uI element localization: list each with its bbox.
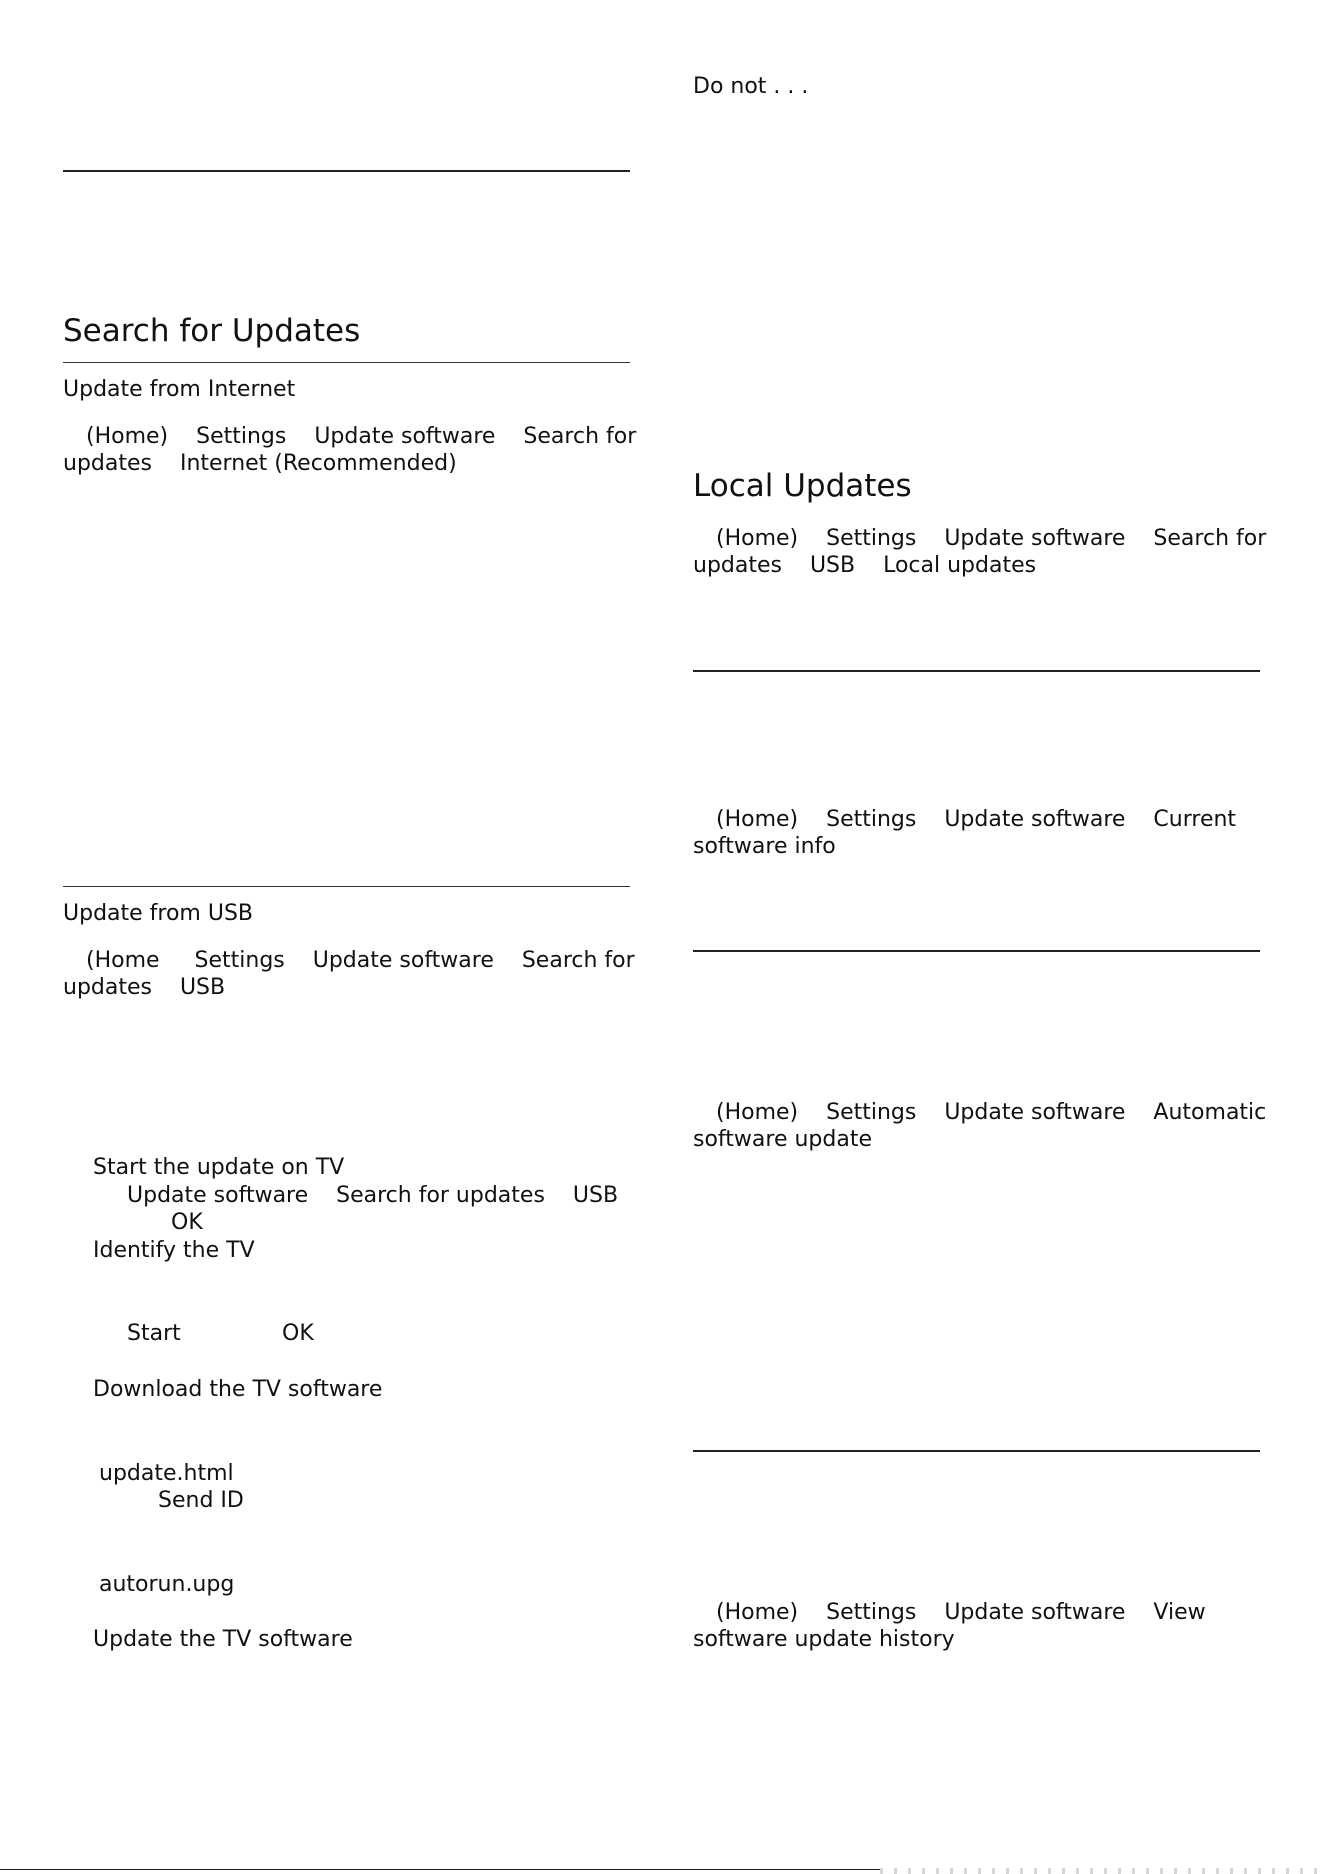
- info-menu-path-line1: (Home) Settings Update software Current: [716, 807, 1237, 832]
- local-updates-heading: Local Updates: [693, 468, 912, 504]
- internet-menu-path-line1: (Home) Settings Update software Search for: [86, 424, 637, 449]
- file-update-html: update.html: [99, 1461, 234, 1486]
- section-divider: [63, 170, 630, 172]
- history-menu-path-line1: (Home) Settings Update software View: [716, 1600, 1206, 1625]
- section-divider: [693, 1450, 1260, 1452]
- section-divider: [693, 670, 1260, 672]
- step-start-update-title: Start the update on TV: [93, 1155, 345, 1180]
- usb-menu-path-line1: (Home Settings Update software Search for: [86, 948, 635, 973]
- info-menu-path-line2: software info: [693, 834, 836, 859]
- usb-update-label: Update from USB: [63, 901, 254, 926]
- section-divider: [63, 886, 630, 887]
- step-start-update-path: Update software Search for updates USB: [127, 1183, 619, 1208]
- internet-menu-path-line2: updates Internet (Recommended): [63, 451, 457, 476]
- history-menu-path-line2: software update history: [693, 1627, 955, 1652]
- section-divider: [693, 950, 1260, 952]
- usb-menu-path-line2: updates USB: [63, 975, 226, 1000]
- step-identify-ok: OK: [282, 1321, 314, 1346]
- send-id-label: Send ID: [158, 1488, 244, 1513]
- step-start-update-ok: OK: [171, 1210, 203, 1235]
- page-footer-artifact: [880, 1868, 1324, 1874]
- heading-underline: [63, 362, 630, 363]
- step-identify-tv-title: Identify the TV: [93, 1238, 255, 1263]
- page-footer-rule: [0, 1869, 880, 1870]
- local-menu-path-line1: (Home) Settings Update software Search for: [716, 526, 1267, 551]
- auto-menu-path-line1: (Home) Settings Update software Automatic: [716, 1100, 1267, 1125]
- step-identify-start: Start: [127, 1321, 181, 1346]
- local-menu-path-line2: updates USB Local updates: [693, 553, 1037, 578]
- file-autorun-upg: autorun.upg: [99, 1572, 235, 1597]
- do-not-note: Do not . . .: [693, 74, 809, 99]
- search-updates-heading: Search for Updates: [63, 313, 361, 349]
- step-update-software-title: Update the TV software: [93, 1627, 353, 1652]
- step-download-title: Download the TV software: [93, 1377, 383, 1402]
- auto-menu-path-line2: software update: [693, 1127, 872, 1152]
- internet-update-label: Update from Internet: [63, 377, 296, 402]
